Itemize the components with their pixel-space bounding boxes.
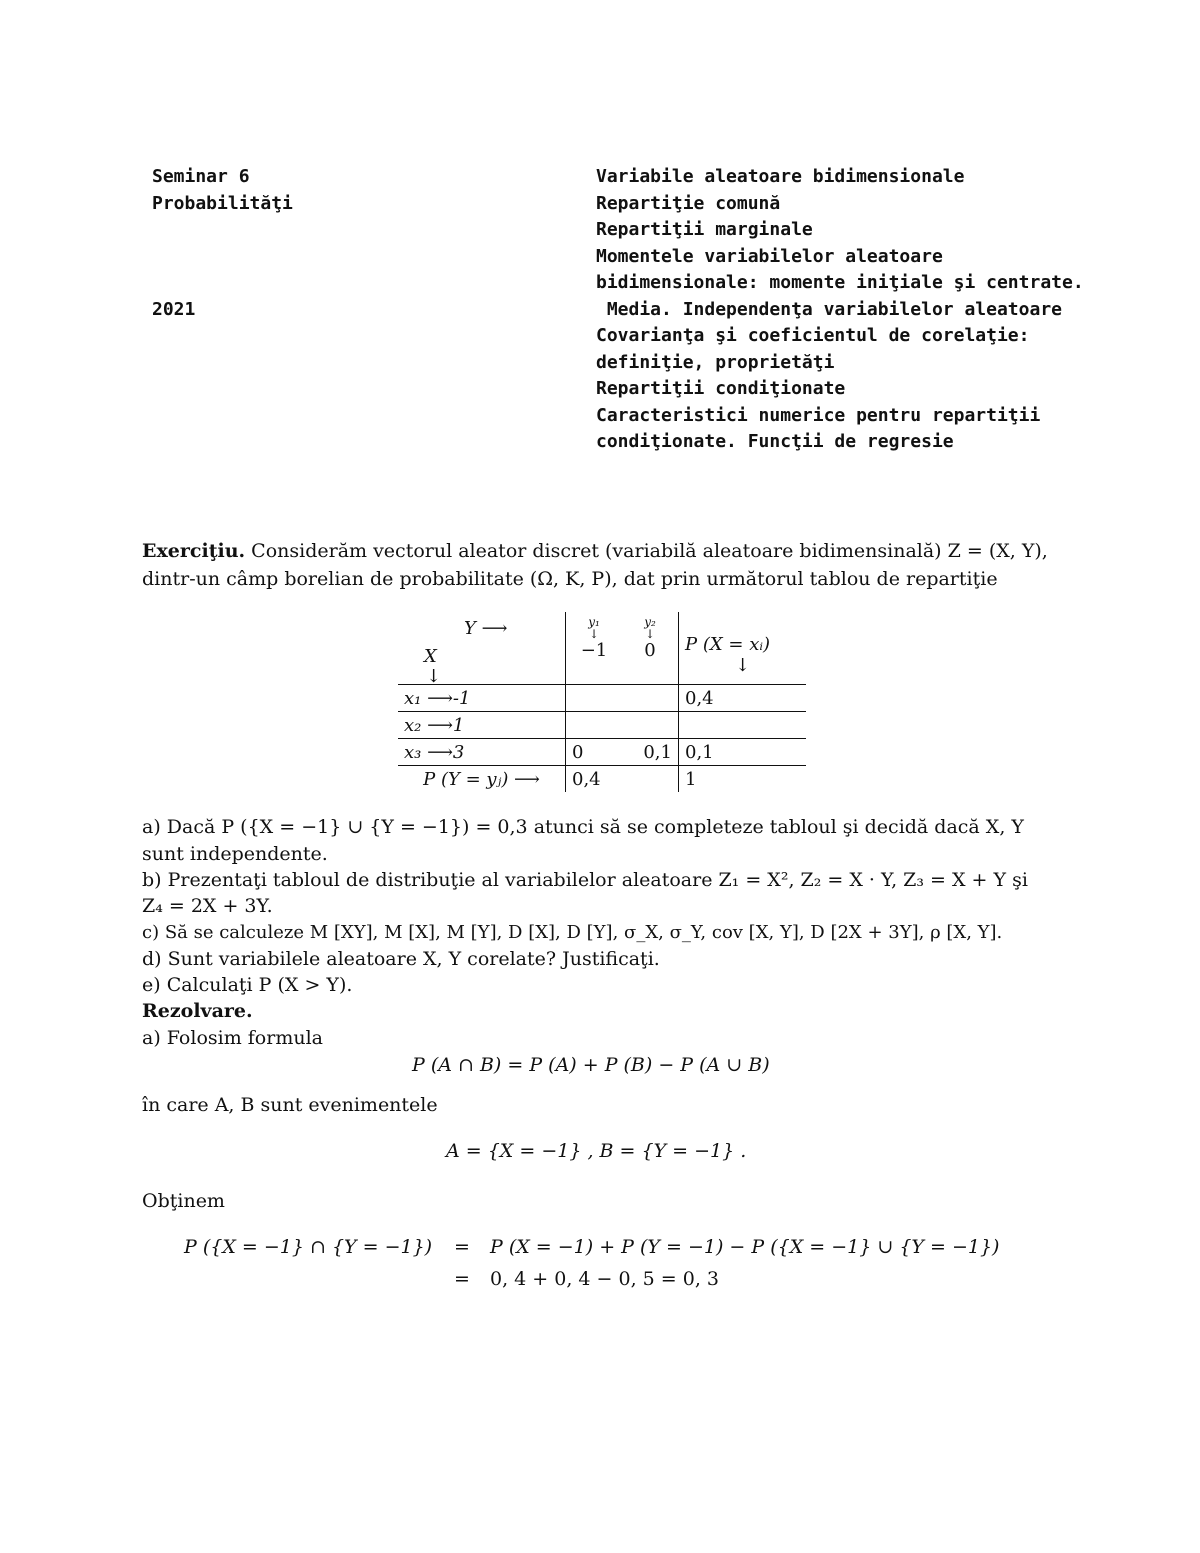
y2-label: y₂ [644,614,656,629]
cell-y1 [566,685,623,712]
row-label: x₁ ⟶-1 [398,685,566,712]
equation-sign-1: = [454,1236,470,1258]
header-right-line: Variabile aleatoare bidimensionale [596,166,965,187]
header-left-line [152,270,293,297]
header-right-line: Media. Independenţa variabilelor aleatoare [596,298,1062,320]
equation-lhs: P ({X = −1} ∩ {Y = −1}) [184,1236,433,1258]
cell-y1: 0,4 [566,766,623,793]
table-row [398,739,806,766]
cell-px [679,712,807,739]
table-row [398,766,806,793]
y1-value: −1 [580,639,608,661]
row-label: x₂ ⟶1 [398,712,566,739]
y1-down-arrow: ↓ [588,626,600,641]
row-label: P (Y = yⱼ) ⟶ [423,768,540,790]
cell-y1 [566,712,623,739]
y1-header-cell [566,612,623,685]
cell-px: 1 [679,766,807,793]
header-right-line: condiţionate. Funcţii de regresie [596,431,954,452]
y2-header-cell [622,612,679,685]
table-row [398,712,806,739]
cell-y2 [622,685,679,712]
question-a-line-2: sunt independente. [142,843,328,865]
question-d: d) Sunt variabilele aleatoare X, Y corelate? Justificaţi. [142,948,660,970]
cell-px: 0,1 [679,739,807,766]
header-right-line: Repartiţii condiţionate [596,378,846,399]
exercise-text-1: Considerăm vectorul aleator discret (variabilă aleatoare bidimensinală) Z = (X, Y), [245,540,1048,562]
events-definition: A = {X = −1} , B = {Y = −1} . [446,1140,747,1162]
events-text: în care A, B sunt evenimentele [142,1094,438,1116]
header-right-line: definiţie, proprietăţi [596,351,835,373]
equation-sign-2: = [454,1268,470,1290]
y-axis-header: Y ⟶ [464,618,508,639]
solution-a: a) Folosim formula [142,1027,323,1049]
table-row [398,685,806,712]
exercise-line-1 [142,538,1048,564]
table-header-row [398,612,806,685]
x-axis-header: X [424,646,437,667]
px-header: P (X = xᵢ) [685,634,770,655]
header-left-line: Seminar 6 [152,166,250,187]
distribution-table [398,612,806,792]
question-b-line-2: Z₄ = 2X + 3Y. [142,895,273,917]
cell-px: 0,4 [679,685,807,712]
header-right [596,164,1084,456]
solution-title: Rezolvare. [142,1000,253,1022]
header-right-line: Caracteristici numerice pentru repartiţii [596,404,1041,426]
header-right-line: bidimensionale: momente iniţiale şi centrate. [596,272,1084,293]
header-left [152,164,293,323]
header-right-line: Covarianţa şi coeficientul de corelaţie: [596,325,1030,346]
header-right-line: Momentele variabilelor aleatoare [596,245,943,267]
cell-y1: 0 [566,739,623,766]
cell-y2: 0,1 [622,739,679,766]
cell-y2 [622,712,679,739]
header-right-line: Repartiţie comună [596,192,781,214]
header-left-line [152,217,293,244]
question-e: e) Calculaţi P (X > Y). [142,974,353,996]
question-a-line-1: a) Dacă P ({X = −1} ∪ {Y = −1}) = 0,3 atunci să se completeze tabloul şi decidă dacă X, Y [142,816,1024,838]
header-left-line [152,244,293,271]
header-left-line: 2021 [152,298,196,320]
y2-down-arrow: ↓ [644,626,656,641]
px-header-cell [679,612,807,685]
formula: P (A ∩ B) = P (A) + P (B) − P (A ∪ B) [412,1054,770,1076]
cell-y2 [622,766,679,793]
obtain-text: Obţinem [142,1190,225,1212]
row-label: x₃ ⟶3 [398,739,566,766]
equation-rhs-2: 0, 4 + 0, 4 − 0, 5 = 0, 3 [490,1268,720,1290]
table-corner-cell [398,612,566,685]
y2-value: 0 [644,639,656,661]
equation-rhs-1: P (X = −1) + P (Y = −1) − P ({X = −1} ∪ {Y = −1}) [490,1236,1000,1258]
x-down-arrow: ↓ [426,666,442,687]
question-b-line-1: b) Prezentaţi tabloul de distribuţie al variabilelor aleatoare Z₁ = X², Z₂ = X · Y, Z₃ = X + Y şi [142,869,1028,891]
header-right-line: Repartiţii marginale [596,219,813,240]
exercise-line-2: dintr-un câmp borelian de probabilitate (Ω, K, P), dat prin următorul tablou de repartiţie [142,568,998,590]
exercise-label: Exerciţiu. [142,540,246,562]
px-down-arrow: ↓ [734,655,751,676]
y1-label: y₁ [588,614,600,629]
question-c: c) Să se calculeze M [XY], M [X], M [Y], D [X], D [Y], σ_X, σ_Y, cov [X, Y], D [2X + 3Y], ρ [X, Y]. [142,922,1003,943]
header-left-line: Probabilităţi [152,192,293,214]
